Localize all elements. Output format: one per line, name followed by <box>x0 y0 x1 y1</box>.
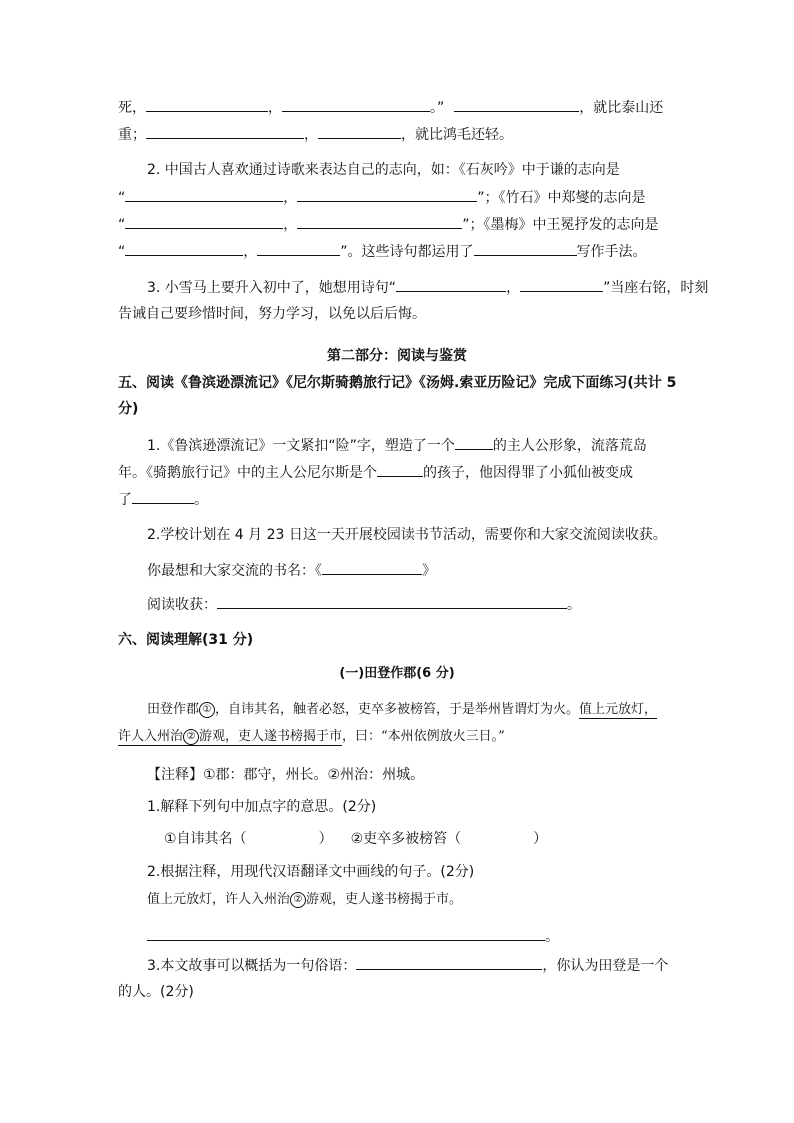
annotation: 【注释】①郡：郡守，州长。②州治：州城。 <box>147 767 425 783</box>
text: 许人入州治 <box>118 729 184 744</box>
q4-item2-line4 <box>118 241 647 262</box>
answer-blank[interactable] <box>396 277 506 292</box>
text: ，自讳其名，触者必怒，吏卒多被榜笞，于是举州皆谓灯为火。 <box>215 702 580 717</box>
text: 3. 小雪马上要升入初中了，她想用诗句“ <box>147 280 397 296</box>
s5-q1-line2 <box>118 462 633 483</box>
answer-blank[interactable] <box>318 124 401 139</box>
passage-line1 <box>147 700 657 720</box>
section5-heading-line2: 分) <box>118 401 139 417</box>
q4-item2-line1: 2. 中国古人喜欢通过诗歌来表达自己的志向，如：《石灰吟》中于谦的志向是 <box>147 162 620 178</box>
q4-item3-line2: 告诫自己要珍惜时间，努力学习，以免以后后悔。 <box>118 306 426 322</box>
s5-q1-line1 <box>147 435 647 456</box>
answer-blank[interactable] <box>125 241 243 256</box>
text: ”。这些诗句都运用了 <box>340 244 474 260</box>
text: ，曰：“本州依例放火三日。” <box>342 729 505 744</box>
q4-item2-line3 <box>118 214 659 235</box>
s6-q3-line1 <box>147 955 668 976</box>
answer-blank[interactable] <box>132 489 194 504</box>
s6-q1-items <box>164 829 547 849</box>
text: 游观，吏人遂书榜揭于市。 <box>306 892 463 907</box>
text: ，就比泰山还 <box>579 100 664 116</box>
text: 的孩子，他因得罪了小狐仙被变成 <box>423 465 633 481</box>
s6-q2-answer <box>147 926 559 947</box>
section5-heading-line1: 五、阅读《鲁滨逊漂流记》《尼尔斯骑鹅旅行记》《汤姆.索亚历险记》完成下面练习(共计 5 <box>118 375 677 391</box>
answer-blank[interactable] <box>455 435 493 450</box>
text: 了 <box>118 492 132 508</box>
text: 重； <box>118 127 146 143</box>
text: ， <box>506 280 521 296</box>
underlined-sentence <box>118 729 342 746</box>
text: 值上元放灯，许人入州治 <box>147 892 291 907</box>
text: ①自讳其名（ <box>164 831 247 847</box>
text: 你最想和大家交流的书名：《 <box>147 563 322 579</box>
answer-blank[interactable] <box>297 214 462 229</box>
book-name-blank[interactable] <box>322 560 422 575</box>
answer-blank[interactable] <box>474 241 577 256</box>
s5-q2-gain <box>147 594 581 615</box>
answer-blank[interactable] <box>146 124 304 139</box>
text: 阅读收获： <box>147 597 217 613</box>
q4-item2-line2 <box>118 187 646 208</box>
answer-blank[interactable] <box>297 187 477 202</box>
answer-blank[interactable] <box>282 97 430 112</box>
text: ”；《墨梅》中王冕抒发的志向是 <box>462 217 659 233</box>
text: 的主人公形象，流落荒岛 <box>492 438 647 454</box>
text: 》 <box>422 563 436 579</box>
answer-blank[interactable] <box>125 214 283 229</box>
note-marker: ① <box>199 702 215 718</box>
translation-blank[interactable] <box>147 926 545 941</box>
reading-gain-blank[interactable] <box>217 594 567 609</box>
text: ②吏卒多被榜笞（ <box>350 831 462 847</box>
text: ， <box>268 100 282 116</box>
text: 死， <box>118 100 146 116</box>
text: ， <box>304 127 318 143</box>
answer-blank[interactable] <box>377 462 423 477</box>
text: 写作手法。 <box>576 244 647 260</box>
s5-q2: 2.学校计划在 4 月 23 日这一天开展校园读书节活动，需要你和大家交流阅读收获。 <box>147 527 667 543</box>
text: ） <box>318 831 333 847</box>
text: 。 <box>194 492 208 508</box>
text: 。 <box>545 929 559 945</box>
answer-blank[interactable] <box>125 187 283 202</box>
s5-q2-book <box>147 560 436 581</box>
text: ”当座右铭，时刻 <box>603 280 709 296</box>
text: 年。《骑鹅旅行记》中的主人公尼尔斯是个 <box>118 465 377 481</box>
part2-title: 第二部分：阅读与鉴赏 <box>327 348 467 364</box>
text: ，你认为田登是一个 <box>542 958 669 974</box>
text: “ <box>118 190 126 206</box>
section6-heading: 六、阅读理解(31 分) <box>118 632 254 648</box>
note-marker: ② <box>290 892 306 908</box>
s6-q3-line2: 的人。(2分) <box>118 984 194 1000</box>
text: 3.本文故事可以概括为一句俗语： <box>147 958 357 974</box>
answer-blank[interactable] <box>356 955 542 970</box>
underlined-text: 值上元放灯， <box>579 702 658 717</box>
text: 游观，吏人遂书榜揭于市 <box>199 729 343 744</box>
text: ”；《竹石》中郑燮的志向是 <box>477 190 646 206</box>
answer-blank[interactable] <box>520 277 603 292</box>
text: “ <box>118 244 126 260</box>
q4-line2 <box>118 124 513 145</box>
text: ， <box>243 244 258 260</box>
s6-q2-sentence <box>147 890 462 910</box>
s6-q2: 2.根据注释，用现代汉语翻译文中画线的句子。(2分) <box>147 864 475 880</box>
text: 。” <box>430 100 445 116</box>
text: 1.《鲁滨逊漂流记》一文紧扣“险”字，塑造了一个 <box>147 438 455 454</box>
passage-title: (一)田登作郡(6 分) <box>339 666 455 681</box>
s5-q1-line3 <box>118 489 208 510</box>
q4-line1 <box>118 97 663 118</box>
text: 田登作郡 <box>147 702 200 717</box>
text: ， <box>283 217 298 233</box>
passage-line2 <box>118 727 505 747</box>
note-marker: ② <box>183 729 199 745</box>
s6-q1: 1.解释下列句中加点字的意思。(2分) <box>147 799 377 815</box>
text: ， <box>283 190 298 206</box>
text: ） <box>533 831 548 847</box>
answer-blank[interactable] <box>257 241 340 256</box>
q4-item3-line1 <box>147 277 708 298</box>
text: ，就比鸿毛还轻。 <box>401 127 513 143</box>
answer-blank[interactable] <box>146 97 268 112</box>
text: “ <box>118 217 126 233</box>
answer-blank[interactable] <box>454 97 579 112</box>
text: 。 <box>567 597 581 613</box>
